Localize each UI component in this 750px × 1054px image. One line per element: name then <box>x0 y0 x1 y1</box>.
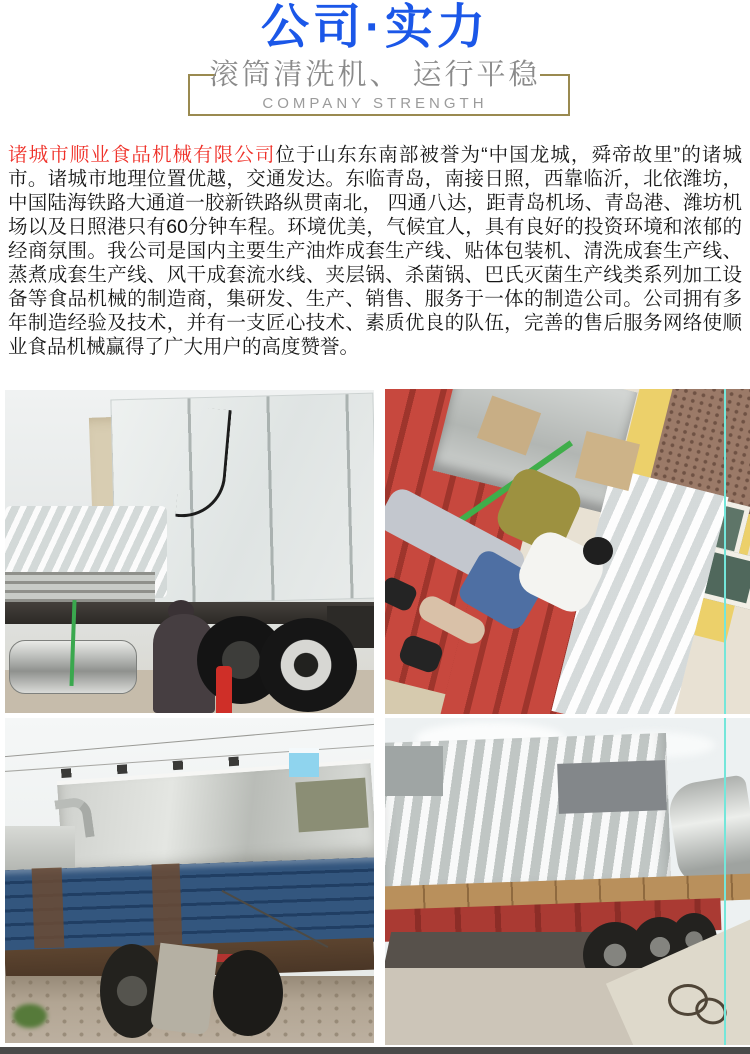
page-artifact-line <box>724 389 726 714</box>
rusty-stake <box>32 868 65 949</box>
section-divider-bar <box>0 1047 750 1054</box>
machine-opening <box>295 778 368 833</box>
page-artifact-line <box>724 718 726 1045</box>
company-name: 诸城市顺业食品机械有限公司 <box>8 144 276 166</box>
weed-patch <box>13 1004 47 1028</box>
red-jack <box>216 666 232 713</box>
photo-workers-loading-red-truck <box>385 389 750 714</box>
photo-flatbed-wrapped-machines <box>385 718 750 1045</box>
company-intro-paragraph <box>8 143 742 359</box>
steel-rack <box>5 572 155 602</box>
truck-wheel <box>259 618 357 712</box>
mud-flap <box>150 943 218 1035</box>
photo-blue-truck-stainless-equipment <box>5 718 374 1043</box>
photo-truck-wrapped-machinery <box>5 390 374 713</box>
rusty-stake <box>152 864 183 951</box>
section-subtitle: 滚筒清洗机、 运行平稳 <box>209 59 541 91</box>
gray-machine-box <box>385 746 443 796</box>
blue-plastic-item <box>289 748 319 777</box>
section-title: 公司·实力 <box>261 1 489 54</box>
truck-wheel <box>213 950 283 1036</box>
company-intro-text: 位于山东东南部被誉为“中国龙城，舜帝故里”的诸城市。诸城市地理位置优越，交通发达。东临青岛，南接日照，西靠临沂，北依潍坊，中国陆海铁路大通道一胶新铁路纵贯南北， 四通八达，距青岛机场、青岛港、潍坊机场以及日照港只有60分钟车程。环境优美，气候宜人，具有良好的投资环境和浓郁的经商氛围。我公司是国内主要生产油炸成套生产线、贴体包装机、清洗成套生产线、蒸煮成套生产线、风干成套流水线、夹层锅、杀菌锅、巴氏灭菌生产线类系列加工设备等食品机械的制造商，集研发、生产、销售、服务于一体的制造公司。公司拥有多年制造经验及技术，并有一支匠心技术、素质优良的队伍，完善的售后服务网络使顺业食品机械赢得了广大用户的高度赞誉。 <box>8 144 742 358</box>
worker-head <box>583 537 613 565</box>
dark-machine-box <box>557 760 667 814</box>
section-subtitle-en: COMPANY STRENGTH <box>262 95 488 112</box>
